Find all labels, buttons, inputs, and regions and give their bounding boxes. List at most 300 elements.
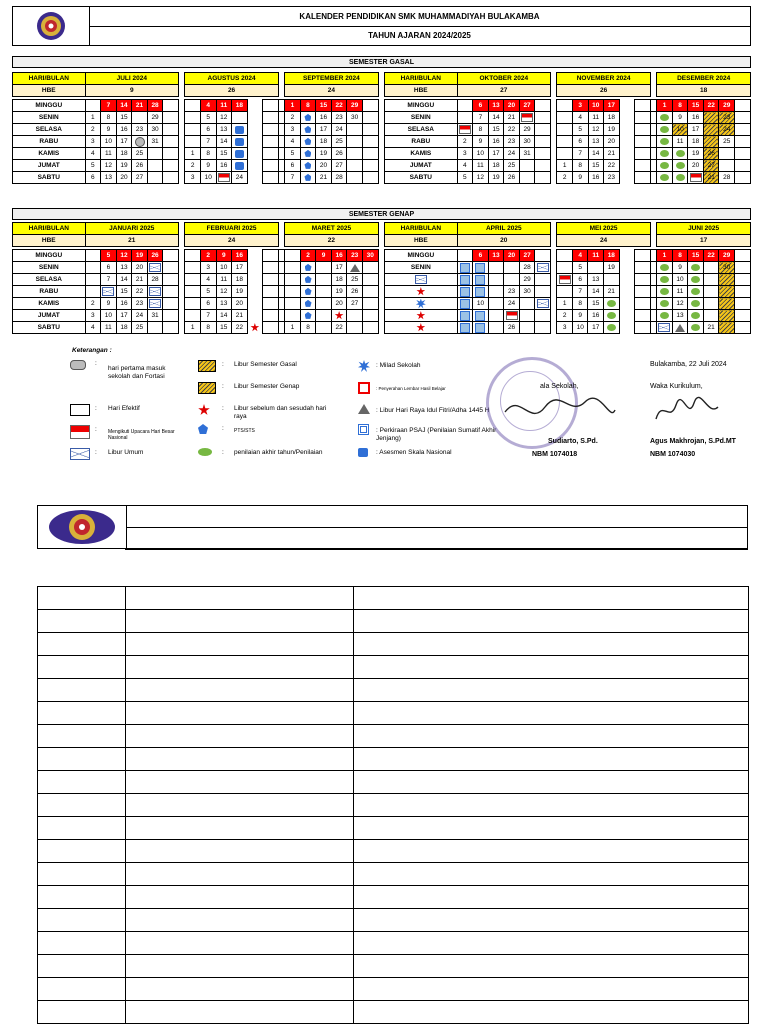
- day-cell: [735, 136, 751, 148]
- day-cell: 10: [672, 274, 688, 286]
- month-name: NOVEMBER 2024: [557, 73, 650, 85]
- table-cell: [38, 886, 126, 909]
- day-cell: [519, 160, 535, 172]
- rbox-mark: [235, 150, 244, 158]
- day-label: JUMAT: [13, 160, 86, 172]
- leafmark-mark: [660, 300, 669, 307]
- gap: [619, 298, 635, 310]
- day-cell: [300, 286, 316, 298]
- place-date: Bulakamba, 22 Juli 2024: [650, 361, 727, 368]
- day-cell: [85, 250, 101, 262]
- day-cell: 6: [473, 100, 489, 112]
- day-cell: 13: [488, 100, 504, 112]
- day-cell: [347, 148, 363, 160]
- day-cell: 7: [101, 100, 117, 112]
- day-cell: 2: [300, 250, 316, 262]
- table-row: [38, 886, 749, 909]
- day-cell: [457, 310, 473, 322]
- pent-mark: [304, 174, 311, 181]
- day-cell: [557, 250, 573, 262]
- day-cell: [688, 172, 704, 184]
- table-cell: [38, 955, 126, 978]
- day-cell: [604, 310, 620, 322]
- day-cell: 2: [457, 136, 473, 148]
- day-cell: 22: [331, 100, 347, 112]
- day-cell: [263, 322, 279, 334]
- gap: [619, 262, 635, 274]
- day-cell: [604, 274, 620, 286]
- day-cell: 8: [300, 100, 316, 112]
- day-cell: [300, 298, 316, 310]
- day-cell: [263, 100, 279, 112]
- day-cell: 19: [116, 160, 132, 172]
- day-cell: [362, 124, 378, 136]
- day-cell: [185, 274, 201, 286]
- table-cell: [354, 702, 749, 725]
- day-cell: 15: [116, 286, 132, 298]
- pent-mark: [304, 114, 311, 121]
- leafmark-mark: [660, 138, 669, 145]
- day-cell: [635, 160, 651, 172]
- day-cell: [147, 322, 163, 334]
- day-cell: [331, 310, 347, 322]
- day-cell: 17: [116, 136, 132, 148]
- table-cell: [38, 633, 126, 656]
- day-cell: 26: [347, 286, 363, 298]
- rbox-mark: [235, 138, 244, 146]
- day-cell: 8: [101, 112, 117, 124]
- day-label: MINGGU: [13, 250, 86, 262]
- day-label: SENIN: [13, 262, 86, 274]
- gap: [247, 262, 263, 274]
- day-cell: [300, 310, 316, 322]
- right-name: Agus Makhrojan, S.Pd.MT: [650, 438, 736, 445]
- bx-mark: [475, 287, 485, 297]
- hbe-value: 21: [85, 235, 178, 247]
- day-label: SENIN: [385, 262, 458, 274]
- day-cell: [535, 298, 551, 310]
- day-cell: [300, 148, 316, 160]
- leafmark-mark: [660, 264, 669, 271]
- bx-mark: [460, 323, 470, 333]
- day-label: SELASA: [385, 124, 458, 136]
- day-cell: 23: [132, 124, 148, 136]
- gap: [247, 298, 263, 310]
- leafmark-mark: [660, 150, 669, 157]
- gap: [619, 124, 635, 136]
- table-row: [38, 679, 749, 702]
- day-cell: [535, 310, 551, 322]
- day-cell: [185, 136, 201, 148]
- day-cell: [163, 250, 179, 262]
- day-cell: [657, 160, 673, 172]
- flag-icon: [70, 425, 90, 439]
- day-cell: 6: [85, 172, 101, 184]
- day-cell: 10: [672, 124, 688, 136]
- env-mark: [149, 299, 161, 308]
- day-cell: [232, 160, 248, 172]
- day-cell: [101, 286, 117, 298]
- day-cell: [519, 310, 535, 322]
- day-cell: 14: [216, 136, 232, 148]
- month-name: JANUARI 2025: [85, 223, 178, 235]
- day-cell: [347, 322, 363, 334]
- cir-mark: [135, 137, 145, 147]
- day-label: SABTU: [385, 172, 458, 184]
- day-label: [385, 298, 458, 310]
- day-cell: 1: [557, 160, 573, 172]
- day-cell: 16: [232, 250, 248, 262]
- day-cell: 19: [232, 286, 248, 298]
- first-day-icon: [70, 360, 86, 370]
- hbe-value: 24: [557, 235, 650, 247]
- day-cell: [557, 148, 573, 160]
- table-row: [38, 932, 749, 955]
- day-cell: [488, 298, 504, 310]
- day-cell: [703, 124, 719, 136]
- day-cell: 21: [316, 172, 332, 184]
- form-logo: [38, 506, 127, 548]
- day-label: JUMAT: [13, 310, 86, 322]
- table-cell: [354, 886, 749, 909]
- day-cell: [85, 286, 101, 298]
- day-cell: 19: [604, 124, 620, 136]
- day-cell: [147, 286, 163, 298]
- leafmark-mark: [691, 300, 700, 307]
- day-cell: 11: [672, 136, 688, 148]
- table-cell: [38, 840, 126, 863]
- day-cell: 10: [101, 310, 117, 322]
- day-cell: 9: [101, 298, 117, 310]
- day-cell: 30: [362, 250, 378, 262]
- day-cell: [735, 124, 751, 136]
- day-cell: [719, 298, 735, 310]
- day-cell: 19: [488, 172, 504, 184]
- leaf-icon: [198, 448, 212, 456]
- bx-mark: [475, 323, 485, 333]
- day-cell: 18: [331, 274, 347, 286]
- day-cell: 1: [185, 322, 201, 334]
- day-cell: [535, 172, 551, 184]
- day-cell: [263, 112, 279, 124]
- day-cell: 23: [504, 286, 520, 298]
- day-cell: [185, 124, 201, 136]
- table-cell: [38, 1001, 126, 1024]
- bx-mark: [475, 263, 485, 273]
- table-cell: [38, 909, 126, 932]
- day-cell: 5: [572, 124, 588, 136]
- left-role: ala Sekolah,: [540, 383, 579, 390]
- table-cell: [354, 840, 749, 863]
- day-cell: 11: [101, 148, 117, 160]
- semester-gasal-title: SEMESTER GASAL: [12, 56, 751, 68]
- day-cell: 1: [657, 250, 673, 262]
- day-cell: 18: [488, 160, 504, 172]
- day-cell: 30: [147, 124, 163, 136]
- table-row: [38, 610, 749, 633]
- day-cell: [147, 298, 163, 310]
- day-cell: [519, 322, 535, 334]
- day-cell: [362, 310, 378, 322]
- day-cell: 7: [572, 286, 588, 298]
- day-cell: [457, 262, 473, 274]
- rbox-mark: [235, 162, 244, 170]
- table-cell: [38, 771, 126, 794]
- gap: [247, 112, 263, 124]
- day-cell: [185, 262, 201, 274]
- day-cell: [362, 100, 378, 112]
- day-cell: 4: [200, 274, 216, 286]
- day-cell: [85, 274, 101, 286]
- day-cell: [719, 286, 735, 298]
- gap: [247, 310, 263, 322]
- table-cell: [38, 932, 126, 955]
- table-row: [38, 840, 749, 863]
- day-cell: 22: [604, 160, 620, 172]
- day-cell: 13: [588, 136, 604, 148]
- month-name: AGUSTUS 2024: [185, 73, 278, 85]
- day-cell: 11: [101, 322, 117, 334]
- day-cell: 3: [200, 262, 216, 274]
- env-mark: [149, 287, 161, 296]
- day-cell: 8: [672, 250, 688, 262]
- day-cell: 18: [604, 112, 620, 124]
- day-cell: 13: [216, 298, 232, 310]
- day-cell: 12: [216, 286, 232, 298]
- day-cell: 17: [688, 124, 704, 136]
- day-cell: [347, 136, 363, 148]
- day-cell: 17: [331, 262, 347, 274]
- day-label: SABTU: [13, 322, 86, 334]
- hari-bulan-label: HARI/BULAN: [385, 223, 458, 235]
- star-mark: [250, 323, 259, 332]
- day-cell: [473, 262, 489, 274]
- day-cell: [688, 298, 704, 310]
- day-cell: 2: [557, 172, 573, 184]
- day-cell: [535, 262, 551, 274]
- table-cell: [126, 955, 354, 978]
- table-row: [38, 955, 749, 978]
- month-name: JULI 2024: [85, 73, 178, 85]
- day-cell: [132, 112, 148, 124]
- day-cell: 8: [672, 100, 688, 112]
- day-cell: 23: [132, 298, 148, 310]
- day-cell: 29: [519, 124, 535, 136]
- day-cell: [263, 298, 279, 310]
- table-cell: [126, 794, 354, 817]
- day-label: SELASA: [13, 274, 86, 286]
- table-cell: [38, 817, 126, 840]
- form-header-divider: [125, 549, 748, 551]
- pent-mark: [304, 138, 311, 145]
- day-cell: 1: [285, 322, 301, 334]
- day-cell: [362, 322, 378, 334]
- day-cell: 20: [232, 298, 248, 310]
- leafmark-mark: [660, 288, 669, 295]
- day-cell: [263, 286, 279, 298]
- day-cell: [263, 160, 279, 172]
- day-cell: 5: [101, 250, 117, 262]
- day-cell: 7: [101, 274, 117, 286]
- day-label: JUMAT: [385, 160, 458, 172]
- day-cell: 9: [672, 262, 688, 274]
- day-cell: [185, 310, 201, 322]
- day-cell: 5: [285, 148, 301, 160]
- hbe-label: HBE: [13, 235, 86, 247]
- gap: [619, 310, 635, 322]
- day-cell: [300, 262, 316, 274]
- day-cell: 13: [488, 250, 504, 262]
- day-cell: [657, 172, 673, 184]
- day-cell: 6: [572, 136, 588, 148]
- gap: [247, 322, 263, 334]
- table-row: [38, 863, 749, 886]
- day-cell: 6: [200, 298, 216, 310]
- day-cell: 25: [504, 160, 520, 172]
- day-cell: 9: [216, 250, 232, 262]
- day-cell: 2: [185, 160, 201, 172]
- gap: [619, 136, 635, 148]
- gap: [619, 172, 635, 184]
- day-cell: 26: [703, 148, 719, 160]
- day-cell: 8: [200, 148, 216, 160]
- day-cell: 28: [147, 274, 163, 286]
- hbe-label: HBE: [13, 85, 86, 97]
- day-cell: 7: [200, 136, 216, 148]
- flag-mark: [690, 173, 702, 182]
- hbe-value: 24: [285, 85, 378, 97]
- env-mark: [415, 275, 427, 284]
- day-cell: [488, 286, 504, 298]
- day-cell: 11: [216, 100, 232, 112]
- day-cell: 3: [457, 148, 473, 160]
- day-cell: 28: [331, 172, 347, 184]
- gap: [619, 100, 635, 112]
- table-cell: [38, 748, 126, 771]
- hari-bulan-label: HARI/BULAN: [13, 223, 86, 235]
- day-cell: 10: [473, 148, 489, 160]
- table-row: [38, 909, 749, 932]
- day-cell: 4: [85, 322, 101, 334]
- day-cell: 24: [331, 124, 347, 136]
- day-cell: 8: [473, 124, 489, 136]
- gap: [247, 160, 263, 172]
- gap: [619, 112, 635, 124]
- hari-bulan-label: HARI/BULAN: [13, 73, 86, 85]
- month-name: SEPTEMBER 2024: [285, 73, 378, 85]
- day-cell: 14: [588, 286, 604, 298]
- triangle-icon: [358, 404, 370, 414]
- calendar-header: [12, 6, 751, 46]
- day-cell: [657, 262, 673, 274]
- gap: [247, 250, 263, 262]
- burst-icon: [358, 360, 370, 372]
- pent-mark: [305, 288, 312, 295]
- day-cell: [488, 310, 504, 322]
- day-cell: [362, 148, 378, 160]
- day-cell: [635, 136, 651, 148]
- day-cell: [688, 286, 704, 298]
- day-cell: 24: [719, 124, 735, 136]
- day-cell: 11: [216, 274, 232, 286]
- table-cell: [126, 610, 354, 633]
- day-cell: 19: [316, 148, 332, 160]
- day-cell: 23: [504, 136, 520, 148]
- day-cell: 21: [604, 148, 620, 160]
- day-cell: 14: [216, 310, 232, 322]
- day-cell: 24: [504, 298, 520, 310]
- day-cell: 26: [504, 322, 520, 334]
- day-cell: 22: [703, 250, 719, 262]
- table-row: [38, 633, 749, 656]
- day-cell: 6: [473, 250, 489, 262]
- day-cell: [362, 262, 378, 274]
- day-cell: 18: [604, 250, 620, 262]
- table-cell: [354, 748, 749, 771]
- day-cell: 29: [719, 250, 735, 262]
- day-cell: 14: [488, 112, 504, 124]
- hbe-value: 18: [657, 85, 751, 97]
- day-cell: 5: [200, 286, 216, 298]
- day-cell: 3: [85, 136, 101, 148]
- day-cell: [635, 124, 651, 136]
- day-cell: 25: [132, 322, 148, 334]
- env-mark: [537, 299, 549, 308]
- day-cell: [734, 310, 750, 322]
- semester-genap-title: SEMESTER GENAP: [12, 208, 751, 220]
- table-row: [38, 702, 749, 725]
- leafmark-mark: [676, 162, 685, 169]
- day-cell: 18: [232, 274, 248, 286]
- table-row: [38, 1001, 749, 1024]
- day-cell: 1: [285, 100, 301, 112]
- day-cell: [316, 310, 332, 322]
- day-cell: [604, 298, 620, 310]
- day-cell: [719, 274, 735, 286]
- day-cell: 15: [216, 148, 232, 160]
- bx-mark: [460, 311, 470, 321]
- day-cell: 31: [519, 148, 535, 160]
- day-cell: [285, 262, 301, 274]
- day-cell: 13: [216, 124, 232, 136]
- pent-mark: [305, 276, 312, 283]
- day-cell: [588, 262, 604, 274]
- gap: [247, 172, 263, 184]
- day-cell: 24: [504, 148, 520, 160]
- day-cell: 16: [488, 136, 504, 148]
- pent-mark: [304, 162, 311, 169]
- star-mark: [416, 287, 425, 296]
- day-cell: [719, 160, 735, 172]
- school-logo: [13, 7, 90, 45]
- day-cell: [285, 274, 301, 286]
- table-cell: [126, 725, 354, 748]
- day-cell: [557, 262, 573, 274]
- day-cell: 18: [232, 100, 248, 112]
- day-cell: 11: [588, 250, 604, 262]
- day-cell: [316, 262, 332, 274]
- day-cell: 30: [519, 136, 535, 148]
- hbe-value: 22: [285, 235, 378, 247]
- right-nbm: NBM 1074030: [650, 451, 696, 458]
- day-cell: [147, 148, 163, 160]
- form-header-line: [126, 527, 747, 528]
- day-cell: [263, 172, 279, 184]
- day-cell: 6: [101, 262, 117, 274]
- day-cell: 20: [116, 172, 132, 184]
- day-cell: [557, 124, 573, 136]
- table-cell: [38, 725, 126, 748]
